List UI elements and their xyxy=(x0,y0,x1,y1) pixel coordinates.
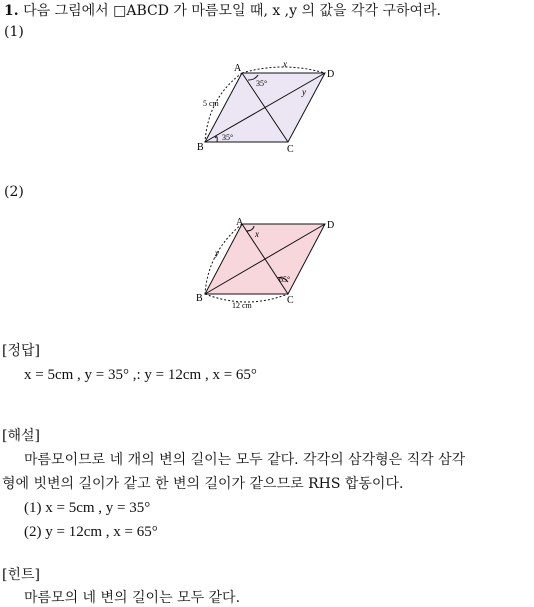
side-ab-label-1: 5 cm xyxy=(203,99,219,108)
answer-text: x = 5cm , y = 35° ,: y = 12cm , x = 65° xyxy=(24,367,257,383)
vertex-b-2: B xyxy=(196,293,203,304)
explanation-line-3: (1) x = 5cm , y = 35° xyxy=(24,500,151,516)
explanation-line-2: 형에 빗변의 길이가 같고 한 변의 길이가 같으므로 RHS 합동이다. xyxy=(2,476,404,492)
problem-number: 1. xyxy=(4,3,19,19)
rhombus-figure-1 xyxy=(190,58,350,158)
var-x-2: x xyxy=(255,229,259,239)
angle-a-label-1: 35° xyxy=(256,79,268,88)
vertex-d-2: D xyxy=(327,220,335,231)
var-y-1: y xyxy=(302,87,306,97)
rhombus-figure-2 xyxy=(190,212,350,312)
explanation-line-4: (2) y = 12cm , x = 65° xyxy=(24,524,158,540)
explanation-heading: [해설] xyxy=(2,428,40,444)
side-bc-label-2: 12 cm xyxy=(232,301,252,310)
vertex-a-2: A xyxy=(236,217,244,228)
part1-label: (1) xyxy=(4,24,24,40)
part2-label: (2) xyxy=(4,184,24,200)
vertex-c-2: C xyxy=(287,295,294,306)
vertex-d-1: D xyxy=(327,69,335,80)
answer-heading: [정답] xyxy=(2,343,40,359)
var-y-2: y xyxy=(215,248,219,258)
hint-text: 마름모의 네 변의 길이는 모두 같다. xyxy=(24,590,241,606)
vertex-c-1: C xyxy=(287,144,294,155)
vertex-b-1: B xyxy=(197,142,204,153)
angle-c-label-2: 65° xyxy=(279,275,291,284)
vertex-a-1: A xyxy=(234,63,242,74)
problem-statement xyxy=(4,2,441,20)
hint-heading: [힌트] xyxy=(2,567,40,583)
explanation-line-1: 마름모이므로 네 개의 변의 길이는 모두 같다. 각각의 삼각형은 직각 삼각 xyxy=(24,452,466,468)
var-x-1: x xyxy=(283,59,287,69)
problem-text: 다음 그림에서 □ABCD 가 마름모일 때, x ,y 의 값을 각각 구하여라. xyxy=(23,3,442,19)
angle-b-label-1: 35° xyxy=(222,133,234,142)
